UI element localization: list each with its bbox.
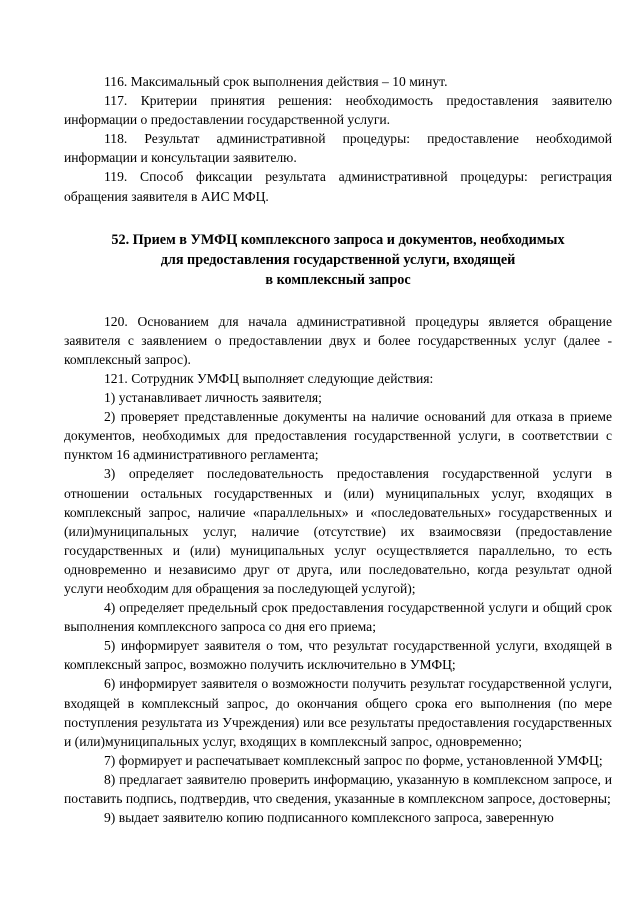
list-item-2: 2) проверяет представленные документы на наличие оснований для отказа в приеме документов, необходимых для предоставления государственной услуги, в соответствии с пунктом 16 административного регламента;: [64, 409, 612, 463]
list-item-5: 5) информирует заявителя о том, что результат государственной услуги, входящей в комплексный запрос, возможно получить исключительно в УМФЦ;: [64, 638, 612, 673]
paragraph-118: 118. Результат административной процедуры: предоставление необходимой информации и консультации заявителю.: [64, 131, 612, 166]
paragraph-119: 119. Способ фиксации результата административной процедуры: регистрация обращения заявителя в АИС МФЦ.: [64, 169, 612, 204]
section-heading-line-2: для предоставления государственной услуги, входящей: [160, 251, 516, 268]
section-heading: [64, 230, 612, 290]
paragraph-116: 116. Максимальный срок выполнения действия – 10 минут.: [104, 74, 448, 89]
paragraph-117: 117. Критерии принятия решения: необходимость предоставления заявителю информации о предоставлении государственной услуги.: [64, 93, 612, 128]
list-item-1: 1) устанавливает личность заявителя;: [104, 390, 322, 406]
list-item-6: 6) информирует заявителя о возможности получить результат государственной услуги, входящей в комплексный запрос, до окончания общего срока его выполнения (по мере поступления результата из Учреждения) или все результаты предоставления государственных и (или)муниципальных услуг, входящих в комплексный запрос, одновременно;: [64, 676, 612, 749]
list-item-3: 3) определяет последовательность предоставления государственной услуги в отношении остальных государственных и (или) муниципальных услуг, входящих в комплексный запрос, наличие «параллельных» и «последовательных» государственных и (или)муниципальных услуг, наличие (отсутствие) их взаимосвязи (предоставление государственных и (или) муниципальных услуг осуществляется параллельно, то есть одновременно и независимо друг от друга, или последовательно, когда результат одной услуги необходим для обращения за последующей услугой);: [64, 466, 612, 596]
section-heading-line-3: в комплексный запрос: [265, 271, 411, 288]
paragraph-120: 120. Основанием для начала административной процедуры является обращение заявителя с заявлением о предоставлении двух и более государственных услуг (далее - комплексный запрос).: [64, 313, 612, 367]
section-heading-line-1: 52. Прием в УМФЦ комплексного запроса и документов, необходимых: [111, 231, 565, 248]
list-item-9: 9) выдает заявителю копию подписанного комплексного запроса, заверенную: [104, 810, 554, 826]
list-item-8: 8) предлагает заявителю проверить информацию, указанную в комплексном запросе, и поставить подпись, подтвердив, что сведения, указанные в комплексном запросе, достоверны;: [64, 771, 612, 806]
list-item-4: 4) определяет предельный срок предоставления государственной услуги и общий срок выполнения комплексного запроса со дня его приема;: [64, 600, 612, 635]
list-item-7: 7) формирует и распечатывает комплексный запрос по форме, установленной УМФЦ;: [104, 752, 603, 768]
paragraph-121: 121. Сотрудник УМФЦ выполняет следующие действия:: [104, 370, 434, 386]
